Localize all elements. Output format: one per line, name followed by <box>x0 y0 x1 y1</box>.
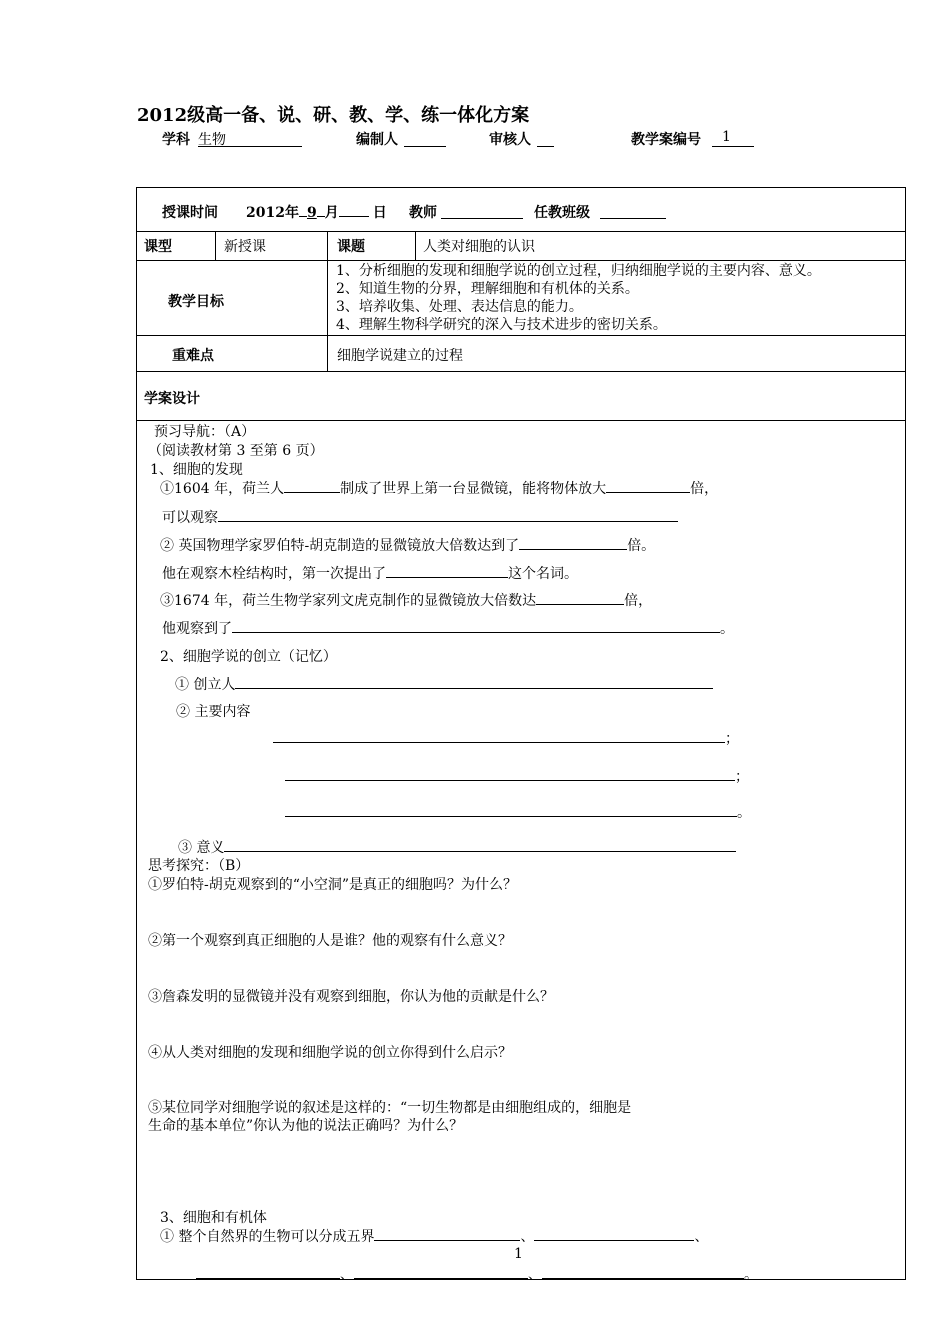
reading-range: （阅读教材第 3 至第 6 页） <box>148 443 324 459</box>
answer-blank[interactable] <box>606 478 690 493</box>
question-line <box>178 837 736 857</box>
explore-question: ④从人类对细胞的发现和细胞学说的创立你得到什么启示？ <box>148 1045 512 1061</box>
col-divider <box>415 231 416 261</box>
day-blank[interactable] <box>339 202 369 217</box>
row-divider <box>136 371 906 372</box>
goal-item: 1、分析细胞的发现和细胞学说的创立过程，归纳细胞学说的主要内容、意义。 <box>336 263 821 279</box>
question-text: ② 英国物理学家罗伯特-胡克制造的显微镜放大倍数达到了 <box>160 538 520 554</box>
month-value: 9 <box>306 205 317 221</box>
page-number: 1 <box>514 1246 523 1262</box>
answer-blank[interactable] <box>218 507 678 522</box>
teacher-label: 教师 <box>409 205 437 221</box>
question-line <box>162 507 678 527</box>
question-text: 制成了世界上第一台显微镜，能将物体放大 <box>340 481 607 497</box>
goals-label: 教学目标 <box>168 294 224 310</box>
plan-no-label: 教学案编号 <box>631 132 701 148</box>
explore-question-cont: 生命的基本单位”你认为他的说法正确吗？为什么？ <box>148 1118 464 1134</box>
col-divider <box>215 231 216 261</box>
page-title: 2012级高一备、说、研、教、学、练一体化方案 <box>137 105 530 126</box>
topic-label: 课题 <box>337 239 365 255</box>
col-divider <box>327 231 328 372</box>
question-text: 、 <box>694 1229 709 1245</box>
question-text: ； <box>725 731 739 747</box>
reviewer-label: 审核人 <box>489 132 531 148</box>
question-text: 。 <box>744 1267 758 1283</box>
goal-item: 4、理解生物科学研究的深入与技术进步的密切关系。 <box>336 317 667 333</box>
question-text: 倍， <box>624 593 653 609</box>
goals-list <box>336 262 821 334</box>
explore-question: ③詹森发明的显微镜并没有观察到细胞，你认为他的贡献是什么？ <box>148 989 554 1005</box>
question-line <box>175 674 713 694</box>
question-text: ③ 意义 <box>178 840 225 856</box>
class-label: 任教班级 <box>534 205 590 221</box>
time-label: 授课时间 <box>162 205 218 221</box>
question-line <box>160 1226 708 1246</box>
editor-field[interactable] <box>404 129 446 147</box>
year-value: 2012 <box>246 205 285 221</box>
teacher-field[interactable] <box>441 202 523 219</box>
answer-blank[interactable] <box>536 590 624 605</box>
question-line <box>162 618 734 638</box>
question-line <box>160 535 655 555</box>
lesson-type-label: 课型 <box>144 239 172 255</box>
question-line <box>285 802 751 822</box>
goal-item: 3、培养收集、处理、表达信息的能力。 <box>336 299 583 315</box>
month-suffix: 月 <box>324 205 339 221</box>
key-points-value: 细胞学说建立的过程 <box>337 348 463 364</box>
answer-blank[interactable] <box>285 766 735 781</box>
table-border-right <box>905 187 906 1280</box>
answer-blank[interactable] <box>542 1264 744 1279</box>
question-text: ① 整个自然界的生物可以分成五界 <box>160 1229 375 1245</box>
question-text: 。 <box>720 621 734 637</box>
question-line <box>196 1264 758 1284</box>
row-divider <box>136 231 906 232</box>
table-border-top <box>136 187 906 188</box>
main-content-label: ② 主要内容 <box>176 704 251 720</box>
question-text: ； <box>735 769 749 785</box>
reviewer-field[interactable] <box>537 129 554 147</box>
answer-blank[interactable] <box>232 618 720 633</box>
plan-no-field[interactable] <box>712 129 754 147</box>
question-line <box>162 563 578 583</box>
answer-blank[interactable] <box>386 563 508 578</box>
explore-question: ②第一个观察到真正细胞的人是谁？他的观察有什么意义？ <box>148 933 512 949</box>
question-line <box>285 766 749 786</box>
answer-blank[interactable] <box>196 1264 340 1279</box>
answer-blank[interactable] <box>285 802 737 817</box>
question-text: 可以观察 <box>162 510 218 526</box>
question-text: ③1674 年，荷兰生物学家列文虎克制作的显微镜放大倍数达 <box>160 593 537 609</box>
answer-blank[interactable] <box>354 1264 528 1279</box>
plan-no-value: 1 <box>722 129 731 145</box>
subject-field[interactable] <box>198 129 302 147</box>
section-2-title: 2、细胞学说的创立（记忆） <box>160 649 337 665</box>
question-text: 、 <box>340 1267 354 1283</box>
topic-value: 人类对细胞的认识 <box>423 239 535 255</box>
question-line <box>273 728 739 748</box>
editor-label: 编制人 <box>356 132 398 148</box>
answer-blank[interactable] <box>519 535 627 550</box>
section-1-title: 1、细胞的发现 <box>150 462 243 478</box>
date-field <box>246 202 387 222</box>
question-text: 。 <box>737 805 751 821</box>
question-text: 他观察到了 <box>162 621 232 637</box>
answer-blank[interactable] <box>534 1226 694 1241</box>
answer-blank[interactable] <box>235 674 713 689</box>
question-line <box>160 478 718 498</box>
question-line <box>160 590 652 610</box>
design-label: 学案设计 <box>144 391 200 407</box>
question-text: 他在观察木栓结构时，第一次提出了 <box>162 566 386 582</box>
class-field[interactable] <box>600 202 666 219</box>
explore-question: ⑤某位同学对细胞学说的叙述是这样的：“一切生物都是由细胞组成的，细胞是 <box>148 1100 632 1116</box>
question-text: 、 <box>520 1229 535 1245</box>
row-divider <box>136 260 906 261</box>
answer-blank[interactable] <box>284 478 340 493</box>
year-suffix: 年 <box>284 205 299 221</box>
answer-blank[interactable] <box>374 1226 520 1241</box>
table-border-left <box>136 187 137 1280</box>
answer-blank[interactable] <box>224 837 736 852</box>
preview-heading: 预习导航：（A） <box>154 424 256 440</box>
question-text: 、 <box>528 1267 542 1283</box>
answer-blank[interactable] <box>273 728 725 743</box>
section-3-title: 3、细胞和有机体 <box>160 1210 267 1226</box>
question-text: 倍。 <box>627 538 656 554</box>
subject-label: 学科 <box>162 132 190 148</box>
explore-question: ①罗伯特-胡克观察到的“小空洞”是真正的细胞吗？为什么？ <box>148 877 518 893</box>
question-text: 倍， <box>690 481 719 497</box>
row-divider <box>136 335 906 336</box>
explore-heading: 思考探究：（B） <box>148 858 250 874</box>
goal-item: 2、知道生物的分界，理解细胞和有机体的关系。 <box>336 281 639 297</box>
question-text: 这个名词。 <box>508 566 578 582</box>
question-text: ①1604 年，荷兰人 <box>160 481 285 497</box>
subject-value: 生物 <box>198 132 226 148</box>
question-text: ① 创立人 <box>175 677 236 693</box>
day-suffix: 日 <box>372 205 387 221</box>
lesson-type-value: 新授课 <box>224 239 266 255</box>
key-points-label: 重难点 <box>172 348 214 364</box>
